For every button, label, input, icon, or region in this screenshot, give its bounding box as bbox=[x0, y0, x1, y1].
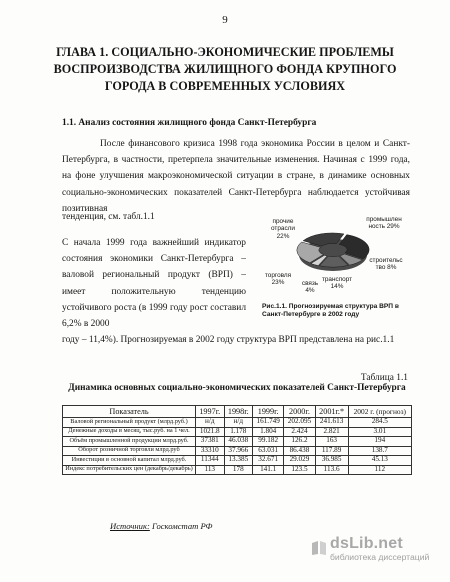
col-header: 1998г. bbox=[224, 406, 253, 418]
col-header: 2000г. bbox=[284, 406, 315, 418]
watermark-title: dsLib.net bbox=[330, 535, 403, 552]
table-cell: 37.966 bbox=[224, 446, 253, 456]
table-row bbox=[63, 418, 412, 428]
table-cell: 2.821 bbox=[315, 427, 348, 437]
table-title: Динамика основных социально-экономических показателей Санкт-Петербурга bbox=[68, 383, 406, 393]
table-cell: 33310 bbox=[196, 446, 225, 456]
table-row bbox=[63, 456, 412, 466]
table-cell: 202.095 bbox=[284, 418, 315, 428]
table-cell: 161.749 bbox=[253, 418, 284, 428]
table-cell: Валовой региональный продукт (млрд.руб.) bbox=[63, 418, 196, 428]
page-number: 9 bbox=[222, 14, 228, 26]
col-header: 1999г. bbox=[253, 406, 284, 418]
table-cell: 138.7 bbox=[348, 446, 411, 456]
grp-structure-figure bbox=[258, 204, 408, 332]
table-cell: 284.5 bbox=[348, 418, 411, 428]
table-cell: 46.038 bbox=[224, 437, 253, 447]
col-header: 2001г.* bbox=[315, 406, 348, 418]
table-cell: 45.13 bbox=[348, 456, 411, 466]
table-cell: Инвестиции в основной капитал млрд.руб. bbox=[63, 456, 196, 466]
book-icon bbox=[310, 539, 328, 557]
table-cell: 36.985 bbox=[315, 456, 348, 466]
paragraph-grp: С начала 1999 года важнейший индикатор состояния экономики Санкт-Петербурга – валовой региональный продукт (ВРП) – имеет положительную тенденцию устойчивого роста (в 1999 году рост составил 6,2% в 2000 bbox=[62, 238, 246, 330]
table-cell: н/д bbox=[224, 418, 253, 428]
col-header: Показатель bbox=[63, 406, 196, 418]
table-cell: 163 bbox=[315, 437, 348, 447]
table-cell: 11344 bbox=[196, 456, 225, 466]
source-text: Госкомстат РФ bbox=[152, 521, 213, 531]
table-row bbox=[63, 427, 412, 437]
table-cell: 178 bbox=[224, 465, 253, 475]
chapter-title: ГЛАВА 1. СОЦИАЛЬНО-ЭКОНОМИЧЕСКИЕ ПРОБЛЕМЫ ВОСПРОИЗВОДСТВА ЖИЛИЩНОГО ФОНДА КРУПНОГО ГОРОДА В СОВРЕМЕННЫХ УСЛОВИЯХ bbox=[53, 45, 397, 93]
col-header: 1997г. bbox=[196, 406, 225, 418]
table-cell: 37381 bbox=[196, 437, 225, 447]
table-cell: 1.804 bbox=[253, 427, 284, 437]
table-cell: Оборот розничной торговли млрд.руб bbox=[63, 446, 196, 456]
paragraph-table-ref: тенденция, см. табл.1.1 bbox=[62, 212, 155, 222]
table-cell: 194 bbox=[348, 437, 411, 447]
watermark-subtitle: библиотека диссертаций bbox=[330, 552, 430, 562]
table-label: Таблица 1.1 bbox=[360, 373, 408, 383]
table-cell: н/д bbox=[196, 418, 225, 428]
table-cell: 29.029 bbox=[284, 456, 315, 466]
table-cell: 112 bbox=[348, 465, 411, 475]
table-row bbox=[63, 446, 412, 456]
table-cell: 123.5 bbox=[284, 465, 315, 475]
indicators-table bbox=[62, 405, 412, 475]
label-other: прочие отрасли 22% bbox=[271, 218, 295, 240]
col-header: 2002 г. (прогноз) bbox=[348, 406, 411, 418]
label-construction: строительс тво 8% bbox=[369, 257, 403, 272]
table-cell: 1.178 bbox=[224, 427, 253, 437]
label-communication: связь 4% bbox=[301, 280, 319, 295]
label-transport: транспорт 14% bbox=[321, 276, 353, 291]
table-cell: 13.385 bbox=[224, 456, 253, 466]
table-cell: 1021.8 bbox=[196, 427, 225, 437]
paragraph-intro: После финансового кризиса 1998 года экономика России в целом и Санкт-Петербурга, в частности, претерпела значительные изменения. Начиная с 1999 года, на фоне улучшения макроэкономической ситуации в стране, в динамике основных социально-экономических показателей Санкт-Петербурга наблюдается устойчивая позитивная bbox=[62, 139, 410, 214]
table-row bbox=[63, 465, 412, 475]
table-cell: 141.1 bbox=[253, 465, 284, 475]
table-header-row bbox=[63, 406, 412, 418]
watermark bbox=[330, 535, 448, 562]
source-label: Источник: bbox=[110, 521, 150, 531]
table-cell: Объём промышленной продукции млрд.руб. bbox=[63, 437, 196, 447]
table-cell: Индекс потребительских цен (декабрь/декабрь) bbox=[63, 465, 196, 475]
table-cell: 86.438 bbox=[284, 446, 315, 456]
table-cell: 32.671 bbox=[253, 456, 284, 466]
table-cell: 241.613 bbox=[315, 418, 348, 428]
table-row bbox=[63, 437, 412, 447]
table-cell: 3.01 bbox=[348, 427, 411, 437]
table-cell: 113.6 bbox=[315, 465, 348, 475]
table-source bbox=[110, 521, 212, 531]
table-cell: 113 bbox=[196, 465, 225, 475]
section-title: 1.1. Анализ состояния жилищного фонда Санкт-Петербурга bbox=[62, 118, 317, 128]
table-cell: Денежные доходы в месяц, тыс.руб. на 1 чел. bbox=[63, 427, 196, 437]
figure-caption: Рис.1.1. Прогнозируемая структура ВРП в Санкт-Петербурге в 2002 году bbox=[262, 303, 399, 319]
table-cell: 117.89 bbox=[315, 446, 348, 456]
table-cell: 63.031 bbox=[253, 446, 284, 456]
table-cell: 99.182 bbox=[253, 437, 284, 447]
paragraph-grp-cont: году – 11,4%). Прогнозируемая в 2002 году структура ВРП представлена на рис.1.1 bbox=[62, 335, 395, 345]
table-cell: 2.424 bbox=[284, 427, 315, 437]
table-cell: 126.2 bbox=[284, 437, 315, 447]
label-trade: торговля 23% bbox=[264, 272, 292, 287]
label-industry: промышлен ность 29% bbox=[366, 216, 402, 231]
